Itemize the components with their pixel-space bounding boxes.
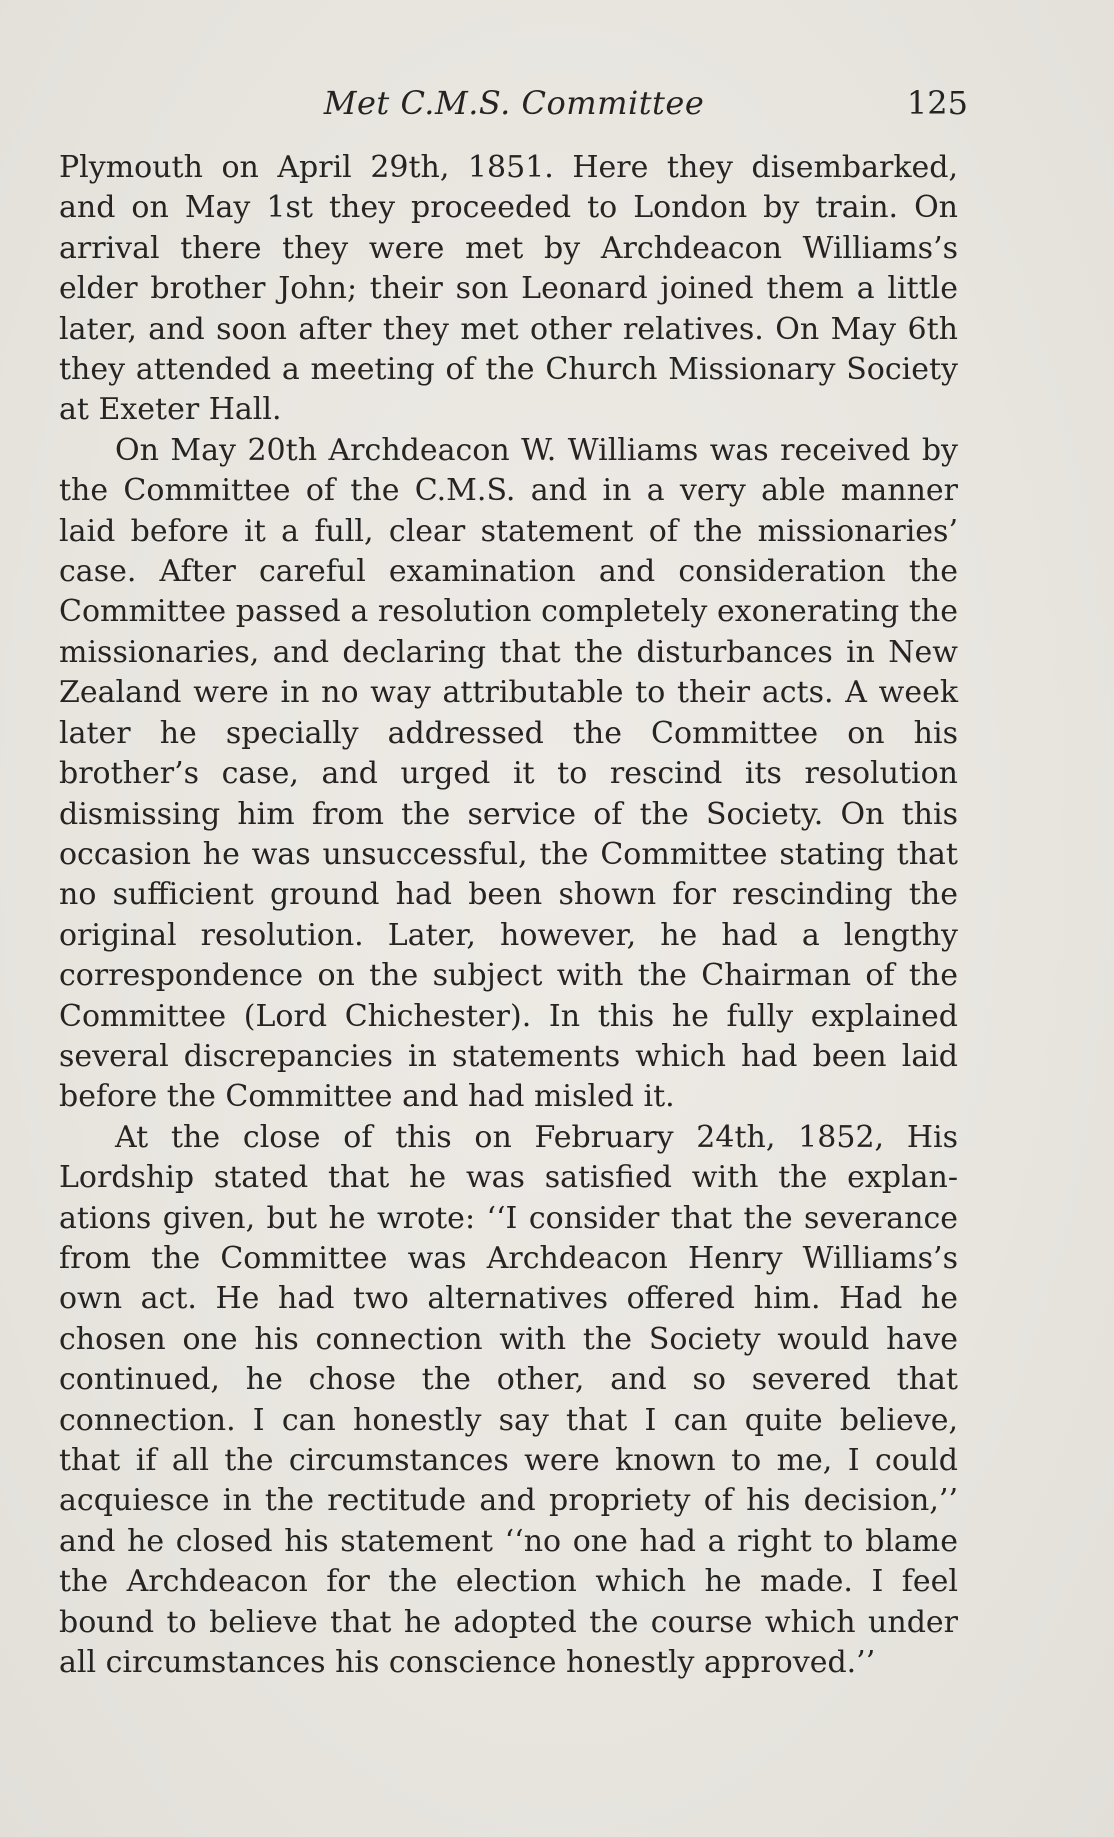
page-header bbox=[60, 84, 968, 130]
paragraph-3: At the close of this on February 24th, 1852, His Lordship stated that he was satisfied with the explanations given, but he wrote: ‘‘I consider that the severance from the Committee was Archdeacon Henry Williams’s own act. He had two alternatives offered him. Had he chosen one his connection with the Society would have continued, he chose the other, and so severed that connection. I can honestly say that I can quite believe, that if all the circumstances were known to me, I could acquiesce in the rectitude and propriety of his decision,’’ and he closed his statement ‘‘no one had a right to blame the Archdeacon for the election which he made. I feel bound to believe that he adopted the course which under all circumstances his conscience honestly approved.’’ bbox=[59, 1119, 958, 1681]
paragraph-1: Plymouth on April 29th, 1851. Here they disembarked, and on May 1st they proceeded to London by train. On arrival there they were met by Archdeacon Williams’s elder brother John; their son Leonard joined them a little later, and soon after they met other relatives. On May 6th they attended a meeting of the Church Missionary Society at Exeter Hall. bbox=[59, 150, 958, 428]
paragraph-2: On May 20th Archdeacon W. Williams was received by the Committee of the C.M.S. and in a very able manner laid before it a full, clear statement of the missionaries’ case. After careful examination and consideration the Committee passed a resolution completely exonerating the missionaries, and declaring that the disturbances in New Zealand were in no way attributable to their acts. A week later he specially addressed the Committee on his brother’s case, and urged it to rescind its resolution dismissing him from the service of the Society. On this occasion he was unsuccessful, the Committee stating that no sufficient ground had been shown for rescinding the original resolution. Later, however, he had a lengthy correspondence on the subject with the Chairman of the Committee (Lord Chichester). In this he fully explained several discrepancies in statements which had been laid before the Committee and had misled it. bbox=[59, 432, 958, 1115]
page-number: 125 bbox=[906, 84, 968, 122]
running-title: Met C.M.S. Committee bbox=[323, 84, 705, 122]
body-text bbox=[59, 148, 958, 1683]
